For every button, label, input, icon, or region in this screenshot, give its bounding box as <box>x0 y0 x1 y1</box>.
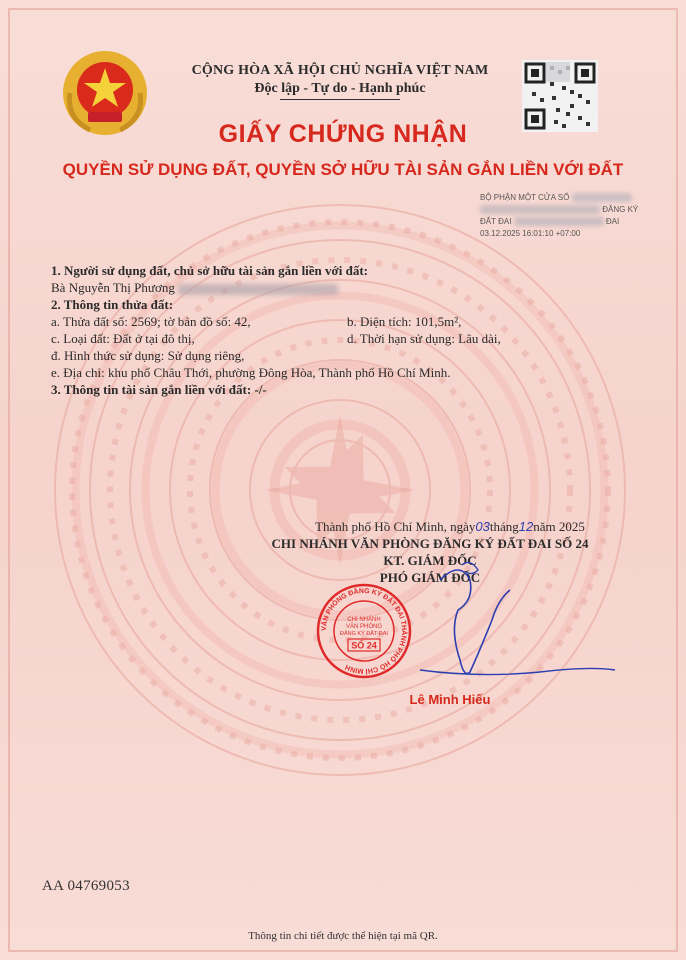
parcel-number: a. Thửa đất số: 2569; tờ bản đồ số: 42, <box>51 314 251 329</box>
certificate-body <box>51 262 611 398</box>
receipt-stamp <box>480 192 660 240</box>
signer-name: Lê Minh Hiếu <box>409 692 491 707</box>
document-header <box>160 63 520 100</box>
signing-year: năm 2025 <box>533 519 585 534</box>
parcel-area: b. Diện tích: 101,5m², <box>347 314 462 329</box>
serial-number: AA 04769053 <box>42 878 130 894</box>
footer-note: Thông tin chi tiết được thể hiện tại mã QR. <box>248 930 438 942</box>
signing-date-line <box>280 518 620 535</box>
land-type: c. Loại đất: Đất ở tại đô thị, <box>51 331 195 346</box>
certificate-title: GIẤY CHỨNG NHẬN <box>218 120 468 148</box>
signing-month: 12 <box>518 519 534 534</box>
stamp-line-2: ĐĂNG KÝ <box>602 205 639 214</box>
section-1-heading: 1. Người sử dụng đất, chủ sở hữu tài sản gắn liền với đất: <box>51 263 368 278</box>
stamp-line-1: BỘ PHẬN MỘT CỬA SỐ <box>480 193 570 202</box>
signing-place: Thành phố Hồ Chí Minh, ngày <box>315 519 476 534</box>
official-seal <box>316 583 412 679</box>
section-2-heading: 2. Thông tin thửa đất: <box>51 297 174 312</box>
handwritten-signature <box>400 560 620 690</box>
seal-number: SỐ 24 <box>351 640 377 651</box>
parcel-row-cd <box>51 330 611 347</box>
stamp-line-3: ĐẤT ĐAI <box>480 217 512 226</box>
seal-inner-2: VĂN PHÒNG <box>345 624 383 630</box>
signer-role-2: PHÓ GIÁM ĐỐC <box>379 570 481 585</box>
stamp-line-4: ĐAI <box>605 217 620 226</box>
owner-line <box>51 279 611 296</box>
parcel-row-ab <box>51 313 611 330</box>
country-name: CỘNG HÒA XÃ HỘI CHỦ NGHĨA VIỆT NAM <box>191 63 489 78</box>
redacted-id <box>178 284 338 295</box>
section-3-heading: 3. Thông tin tài sản gắn liền với đất: -/- <box>51 382 267 397</box>
issuing-office: CHI NHÁNH VĂN PHÒNG ĐĂNG KÝ ĐẤT ĐAI SỐ 24 <box>271 536 589 551</box>
stamp-timestamp: 03.12.2025 16:01:10 +07:00 <box>480 229 581 238</box>
signer-role-1: KT. GIÁM ĐỐC <box>383 553 477 568</box>
motto-underline <box>280 99 400 100</box>
usage-form: đ. Hình thức sử dụng: Sử dụng riêng, <box>51 348 245 363</box>
usage-term: d. Thời hạn sử dụng: Lâu dài, <box>347 331 501 346</box>
seal-inner-1: CHI NHÁNH <box>347 617 381 623</box>
certificate-subtitle: QUYỀN SỬ DỤNG ĐẤT, QUYỀN SỞ HỮU TÀI SẢN GẮN LIỀN VỚI ĐẤT <box>62 160 624 179</box>
month-label: tháng <box>489 519 519 534</box>
seal-ring-text: VĂN PHÒNG ĐĂNG KÝ ĐẤT ĐAI THÀNH PHỐ HỒ CHÍ MINH <box>320 587 408 675</box>
signing-day: 03 <box>475 519 490 534</box>
national-motto: Độc lập - Tự do - Hạnh phúc <box>254 81 426 96</box>
seal-inner-3: ĐĂNG KÝ ĐẤT ĐAI <box>340 631 388 637</box>
parcel-address: e. Địa chỉ: khu phố Châu Thới, phường Đông Hòa, Thành phố Hồ Chí Minh. <box>51 365 451 380</box>
owner-name: Bà Nguyễn Thị Phương <box>51 280 175 295</box>
